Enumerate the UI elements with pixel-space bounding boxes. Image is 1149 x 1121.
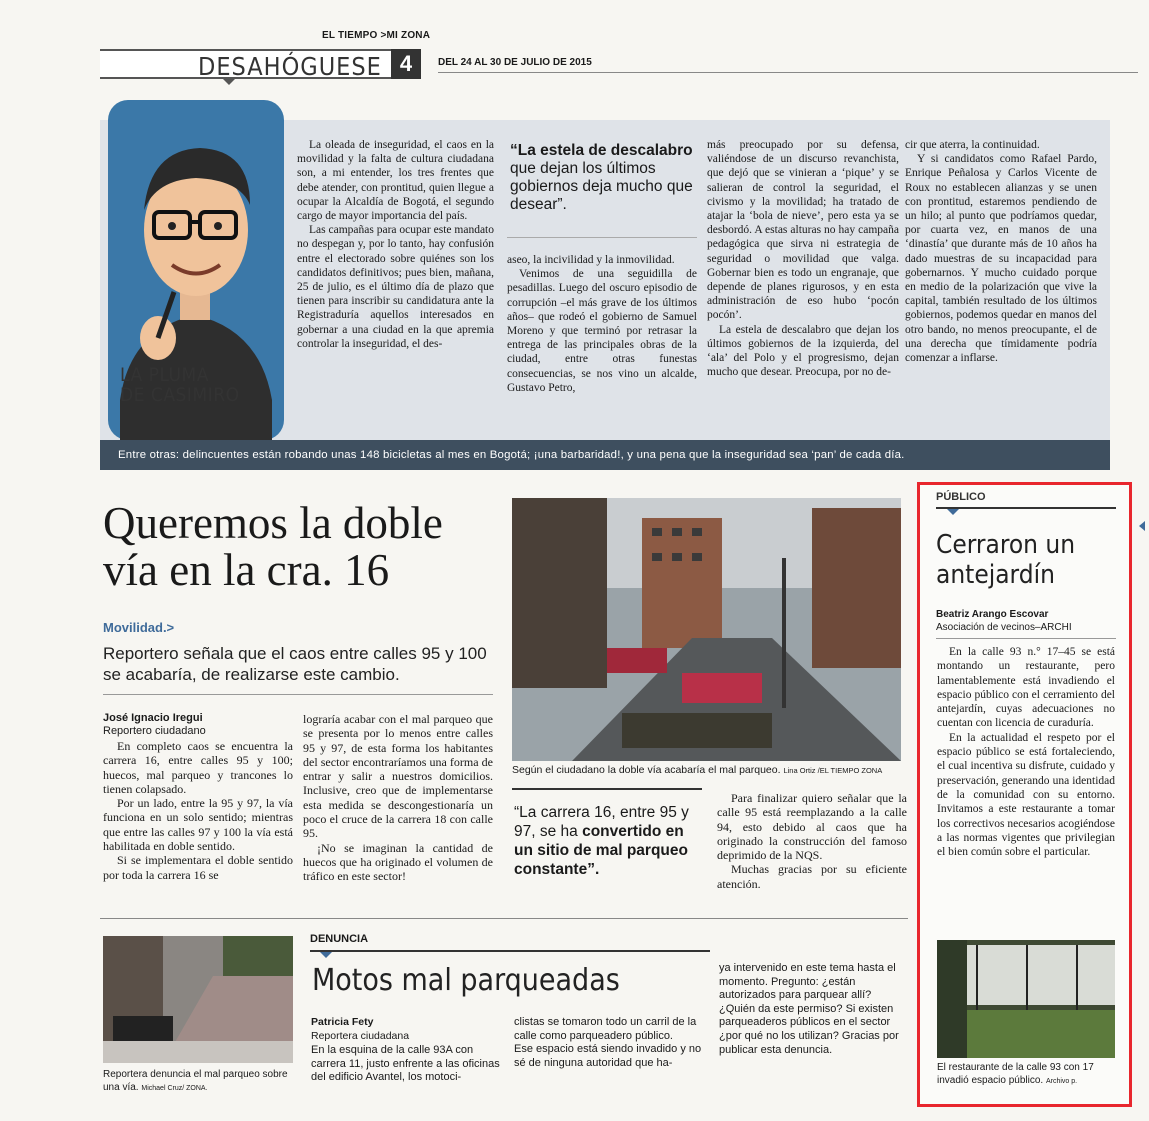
column-text-col1 — [297, 138, 494, 351]
caption-text: Según el ciudadano la doble vía acabaría el mal parqueo. — [512, 764, 781, 776]
sidebar-author-role: Asociación de vecinos–ARCHI — [936, 622, 1072, 633]
denuncia-notch — [320, 952, 332, 958]
photo-credit: Michael Cruz/ ZONA. — [141, 1085, 208, 1092]
sidebar-text — [937, 645, 1115, 859]
awning-shape — [967, 945, 1115, 1005]
column-signature — [120, 365, 240, 405]
deck-rule — [103, 694, 493, 695]
denuncia-text-col1: En la esquina de la calle 93A con carrera 11, justo enfrente a las oficinas del edificio Avantel, los motoci- — [311, 1044, 500, 1084]
paragraph: lograría acabar con el mal parqueo que se presenta por lo menos entre calles 95 y 97, de esta forma los habitantes del sector encontraríamos una forma de entrar y salir a nuestros domicilios. Inclusive, creo que de implementarse esta medida se descongestionaría un poco el cruce de la carrera 18 con calle 95. — [303, 712, 493, 841]
column-caption: Entre otras: delincuentes están robando unas 148 bicicletas al mes en Bogotá; ¡una barbaridad!, y una pena que la inseguridad sea ‘pan’ de cada día. — [118, 449, 905, 461]
paragraph: aseo, la incivilidad y la inmovilidad. — [507, 254, 675, 266]
building-center — [642, 518, 722, 648]
paragraph: ¡No se imaginan la cantidad de huecos que ha originado el volumen de tráfico en este sector! — [303, 840, 493, 884]
main-kicker: Movilidad.> — [103, 620, 175, 635]
paragraph: Venimos de una seguidilla de pesadillas. Luego del oscuro episodio de corrupción –el más grave de los últimos años– que rodeó el gobierno de Samuel Moreno y que terminó por retrasar la entrega de las principales obras de la ciudad, entre otras funestas consecuencias, se nos vino un alcalde, Gustavo Petro, — [507, 268, 697, 394]
red-car — [682, 673, 762, 703]
signature-line-2: DE CASIMIRO — [120, 384, 240, 406]
paragraph: Por un lado, entre la 95 y 97, la vía funciona en un solo sentido; mientras que entre las calles 97 y 100 la vía está habilitada en doble sentido. — [103, 796, 293, 854]
sidebar-arrow-icon — [1139, 521, 1145, 531]
sidebar-byline: Beatriz Arango Escovar — [936, 609, 1049, 620]
paragraph: Si se implementara el doble sentido por toda la carrera 16 se — [103, 853, 293, 882]
paragraph: En la actualidad el respeto por el espacio público se está fortaleciendo, el cual incentiva su disfrute, cuidado y preservación, generando una identidad de la comunidad con su entorno. Invitamos a este restaurante a tomar los correctivos necesarios acogiéndose a las normas vigentes que privilegian el bien común sobre el particular. — [937, 731, 1115, 859]
section-name: DESAHÓGUESE — [198, 52, 382, 81]
issue-date: DEL 24 AL 30 DE JULIO DE 2015 — [438, 57, 592, 68]
caption-text: El restaurante de la calle 93 con 17 invadió espacio público. — [937, 1062, 1094, 1086]
paragraph: cir que aterra, la continuidad. — [905, 139, 1040, 151]
denuncia-text-col3: ya intervenido en este tema hasta el momento. Pregunto: ¿están autorizados para parquear allí? ¿Quién da este permiso? Si existen parqueaderos públicos en el sector ¿por qué no los utilizan? Gracias por publicar esta denuncia. — [719, 962, 899, 1056]
main-pull-quote — [514, 803, 704, 879]
pull-quote-rest: que dejan los últimos gobiernos deja mucho que desear”. — [510, 160, 693, 213]
denuncia-text-col2 — [514, 1016, 706, 1070]
motorcycles-photo — [103, 936, 293, 1063]
denuncia-headline: Motos mal parqueadas — [312, 963, 620, 998]
sidebar-headline: Cerraron un antejardín — [936, 530, 1076, 590]
section-notch — [222, 78, 236, 85]
denuncia-top-rule — [100, 918, 908, 919]
paragraph: más preocupado por su defensa, valiéndose de un discurso revanchista, que dejó que se vinieran a ‘pique’ y se salieran de control la seguridad, el civismo y la movilidad; ha tratado de atajar la ‘bola de nieve’, pero esta ya se desbordó. A estas alturas no hay campaña pedagógica que sirva ni estrategia de seguridad o movilidad que valga. Gobernar bien es todo un engranaje, que depende de planes rigurosos, y en esta administración de eso hubo ‘pocón pocón’. — [707, 139, 899, 322]
main-text-col2 — [303, 712, 493, 884]
column-text-col3 — [707, 138, 899, 379]
main-byline: José Ignacio Iregui — [103, 712, 203, 724]
main-text-col3 — [717, 791, 907, 891]
building-left — [512, 498, 607, 688]
photo-credit: Archivo p. — [1045, 1078, 1078, 1085]
denuncia-author-role: Reportera ciudadana — [311, 1030, 410, 1042]
denuncia-tag: DENUNCIA — [310, 933, 369, 945]
sidebar-tag: PÚBLICO — [936, 491, 986, 503]
masthead-brand: EL TIEMPO >MI ZONA — [322, 30, 431, 41]
quote-plain: “La carrera 16, entre 95 y 97, se ha — [514, 804, 689, 840]
main-headline: Queremos la doble vía en la cra. 16 — [103, 498, 443, 595]
top-rule — [438, 72, 1138, 73]
sidebar-tag-rule — [936, 507, 1116, 509]
column-text-col4 — [905, 138, 1097, 365]
denuncia-byline: Patricia Fety — [311, 1016, 374, 1028]
paragraph: En completo caos se encuentra la carrera 16, entre calles 95 y 100; huecos, mal parqueo y trancones lo tienen colapsado. — [103, 739, 293, 796]
main-author-role: Reportero ciudadano — [103, 725, 206, 737]
sidebar-photo-caption — [937, 1061, 1127, 1088]
paragraph: En la calle 93 n.° 17–45 se está montando un restaurante, pero lamentablemente está invadiendo el espacio público con el cerramiento del antejardín, cuyas adecuaciones no cuentan con licencia de curaduría. — [937, 646, 1115, 730]
paragraph: La estela de descalabro que dejan los últimos gobiernos de la izquierda, del ‘ala’ del Polo y el progresismo, dejan mucho que desear. Preocupa, por no de- — [707, 323, 899, 379]
paragraph: La oleada de inseguridad, el caos en la movilidad y la falta de cultura ciudadana son, a mi entender, los tres frentes que debe atender, con prontitud, quien llegue a ocupar la Alcaldía de Bogotá, el segundo cargo de mayor importancia del país. — [297, 139, 494, 223]
paragraph: clistas se tomaron todo un carril de la calle como parqueadero público. — [514, 1016, 697, 1042]
paragraph: Para finalizar quiero señalar que la calle 95 está reemplazando a la calle 94, esto debido al caos que ha originado la construcción del famoso deprimido de la NQS. — [717, 791, 907, 863]
sidebar-rule — [936, 638, 1116, 639]
building-right — [812, 508, 901, 668]
pull-quote-bold: “La estela de descalabro — [510, 142, 693, 159]
page-number: 4 — [391, 49, 421, 79]
quote-rule — [512, 788, 702, 790]
street-photo — [512, 498, 901, 761]
pull-quote-rule — [507, 237, 697, 238]
column-text-col2 — [507, 253, 697, 395]
caption-text: Reportera denuncia el mal parqueo sobre una vía. — [103, 1069, 288, 1093]
red-car — [607, 648, 667, 673]
sidebar-notch — [947, 509, 959, 515]
garden-photo — [937, 940, 1115, 1058]
photo-credit: Lina Ortiz /EL TIEMPO ZONA — [783, 766, 883, 775]
paragraph: Muchas gracias por su eficiente atención. — [717, 862, 907, 891]
photo-caption — [512, 764, 882, 776]
paragraph: Y si candidatos como Rafael Pardo, Enrique Peñalosa y Carlos Vicente de Roux no establecen alianzas y se unen con prontitud, estaremos pendiendo de un hilo; al punto que podríamos quedar, por cuarta vez, en manos de una ‘dinastía’ que durante más de 10 años ha dado muestras de su incapacidad para gobernarnos. Y mucho cuidado porque en medio de la polarización que vive la capital, también resultado de los últimos gobiernos, podemos quedar en manos del otro bando, no menos preocupante, el de una derecha que tímidamente podría comenzar a inflarse. — [905, 153, 1097, 365]
main-deck: Reportero señala que el caos entre calles 95 y 100 se acabaría, de realizarse este cambio. — [103, 644, 487, 684]
column-pull-quote — [510, 142, 700, 214]
quote-bold: convertido en un sitio de mal parqueo constante”. — [514, 823, 688, 878]
motorcycle-shape — [113, 1016, 173, 1041]
paragraph: Ese espacio está siendo invadido y no sé de ninguna autoridad que ha- — [514, 1043, 702, 1069]
paragraph: Las campañas para ocupar este mandato no despegan y, por lo tanto, hay confusión entre el electorado sobre quiénes son los candidatos definitivos; pues bien, mañana, 25 de julio, es el último día de plazo que tienen para inscribir su candidatura ante la Registraduría aquellos interesados en gobernar a una ciudad en la que apremia controlar la inseguridad, el des- — [297, 224, 494, 350]
signature-line-1: LA PLUMA — [120, 364, 209, 386]
denuncia-tag-rule — [310, 950, 710, 952]
denuncia-photo-caption — [103, 1068, 293, 1095]
main-text-col1 — [103, 739, 293, 882]
